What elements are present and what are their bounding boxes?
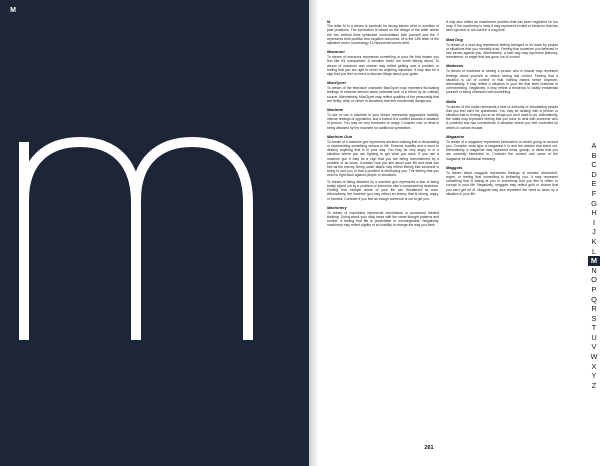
entry-text: It may also reflect an unwelcome problem that has been neglected for too long. If the machinery is rusty it may represent a habit or behavior that has been ignored or not used in a long time. [446, 20, 558, 33]
entry-title: Machete [327, 107, 344, 113]
dictionary-entry [446, 37, 558, 60]
alphabet-letter-f[interactable]: F [591, 188, 597, 198]
alphabet-letter-m[interactable]: M [588, 256, 600, 266]
column-2-entries [446, 20, 558, 196]
alphabet-letter-e[interactable]: E [591, 179, 597, 189]
alphabet-letter-k[interactable]: K [591, 236, 597, 246]
alphabet-index [587, 141, 600, 390]
entry-title: Mafia [446, 98, 457, 104]
right-page [309, 0, 600, 466]
alphabet-letter-c[interactable]: C [591, 160, 597, 170]
alphabet-letter-y[interactable]: Y [591, 371, 597, 381]
alphabet-letter-h[interactable]: H [591, 208, 597, 218]
entry-title: Macaroni [327, 49, 345, 55]
alphabet-letter-w[interactable]: W [590, 352, 598, 362]
alphabet-letter-s[interactable]: S [591, 313, 597, 323]
dictionary-entry [327, 49, 439, 76]
entry-title: Maggots [446, 164, 463, 170]
text-column-1 [327, 20, 439, 232]
alphabet-letter-g[interactable]: G [591, 198, 597, 208]
gutter-shadow [309, 0, 319, 466]
alphabet-letter-b[interactable]: B [591, 150, 597, 160]
alphabet-letter-z[interactable]: Z [591, 380, 597, 390]
entry-title: MacGyver [327, 80, 347, 86]
alphabet-letter-r[interactable]: R [591, 304, 597, 314]
dictionary-entry [327, 107, 439, 130]
intro-heading: M [327, 19, 331, 24]
entry-text: To dream of macaroni represents something in your life that makes you feel like it's unimportant. A situation that's not worth talking about. To dream of macaroni and cheese may reflect getting over a problem or feeling that you are right to never do anything important. It may also be a sign that you feel no need to discuss things about your goals. [327, 55, 439, 77]
entry-text: To dream of the television character MacGyver may represent fluctuating feelings of extreme tension about potential loss of a friend by an unlikely source. Alternatively, MacGyver may reflect qualities of the personality that are thrifty, witty, or clever in situations that feel emotionally dangerous. [327, 86, 439, 103]
entry-text: To dream of being attacked by a machine gun represents a fear of being totally wiped out by a problem or someone else's overpowering decisions. Feeling that multiple areas of your life are threatened at once. Alternatively, the machine gun may reflect an enemy that is strong, angry, or harmful. Consider if you feel as though someone is out to get you. [327, 179, 439, 201]
entry-text: To dream of machinery represents mechanical or processed minded thinking. Going about your daily tasks with the same thought patterns and routine. A feeling that life is predictable or unchangeable. Negatively, machinery may reflect rigidity or an inability to change the way you think. [327, 210, 439, 228]
dictionary-entry [446, 20, 558, 33]
alphabet-letter-p[interactable]: P [591, 284, 597, 294]
alphabet-letter-u[interactable]: U [591, 332, 597, 342]
entry-text: To dream about maggots represents feelings of unease, discomfort, regret, or feeling that something is bothering you. It may represent something that is eating at you or something that you feel is rotten or corrupt in your life. Negatively, maggots may reflect guilt or shame that you can't get rid of. Maggots may also represent the need to clean up a situation in your life. [446, 170, 558, 196]
entry-title: Machinery [327, 204, 347, 210]
entry-text: To dream of a magazine represents information or what's going on around you. Consider what type of magazine it is and the articles that stand out. Alternatively, a magazine may represent news, gossip, or ideas that you are currently interested in. Consider the context and name of the magazine for additional meaning. [446, 139, 558, 161]
alphabet-letter-l[interactable]: L [591, 246, 597, 256]
entry-text: To dream of madness or seeing a person who is insane may represent feelings about yourself or others having lost control. Feeling that a situation is out of control or that nothing makes sense anymore. Alternatively, it may reflect a situation in your life that feels irrational or overwhelming. Negatively, it may reflect a tendency to totally embarrass yourself or being obsessed with something. [446, 69, 558, 95]
alphabet-letter-i[interactable]: I [592, 217, 596, 227]
alphabet-letter-t[interactable]: T [591, 323, 597, 333]
alphabet-letter-o[interactable]: O [591, 275, 597, 285]
dictionary-entry [327, 205, 439, 228]
entry-text: To see or use a machete in your dream represents aggressive hostility, intense feelings of opposition, and a hatred of a conflict towards a situation or person. You may be very frustrated or angry. Consider who or what is being attacked by the machete for additional symbolism. [327, 113, 439, 130]
alphabet-letter-x[interactable]: X [591, 361, 597, 371]
entry-title: Machine Gun [327, 133, 353, 139]
letter-intro [327, 20, 439, 45]
alphabet-letter-n[interactable]: N [591, 265, 597, 275]
entry-text: To dream of the mafia represents a fear of authority or intimidating people that you feel can't be questioned. You may be dealing with a person or situation that is forcing you to do things you don't want to do. Alternatively, the mafia may represent feeling that you have to deal with someone who is powerful and has connections. A situation where you feel controlled by others or cannot escape. [446, 104, 558, 130]
column-1-entries [327, 49, 439, 227]
entry-text: To dream of a machine gun represents decision making that is devastating or representing something serious in life. Extreme hostility and a need to destroy anything that is in your way. You may be very angry or in a situation where you are fighting to get what you want. If you use a machine gun it may be a sign that you are being overwhelmed by a problem or an issue. Consider how you feel about your life and what you see as the enemy. Being under attack may reflect feeling that someone is trying to hurt you or that a problem is destroying you. The feeling that you need to fight back against people or situations. [327, 139, 439, 178]
alphabet-letter-v[interactable]: V [591, 342, 597, 352]
big-letter-m [18, 130, 254, 340]
intro-text: The letter M in a dream is symbolic for facing karmic debt or overflow of past problems. The symbolism is based on the design of the letter where the two vertical lines symbolise confrontation with yourself and the V represents both positive and negative outcomes. M is the 13th letter of the alphabet and in numerology 13 represents karmic debt. [327, 24, 439, 46]
entry-title: Magazine [446, 133, 465, 139]
page-number: 261 [424, 445, 434, 451]
alphabet-letter-j[interactable]: J [592, 227, 596, 237]
dictionary-entry [446, 134, 558, 161]
entry-title: Mad Dog [446, 36, 463, 42]
entry-text: To dream of a mad dog represents feeling betrayed or let down by people or situations that you normally trust. Feeling that someone you believed in has turned against you. Alternatively, a mad dog may represent jealousy, resentment, or anger that has gone out of control. [446, 42, 558, 60]
dictionary-entry [446, 99, 558, 130]
text-column-2 [446, 20, 558, 200]
entry-title: Madness [446, 63, 464, 69]
alphabet-letter-q[interactable]: Q [591, 294, 597, 304]
dictionary-entry [446, 165, 558, 196]
dictionary-entry [446, 63, 558, 94]
alphabet-letter-d[interactable]: D [591, 169, 597, 179]
alphabet-letter-a[interactable]: A [591, 141, 597, 150]
dictionary-entry [327, 134, 439, 201]
running-head: M [10, 7, 16, 14]
dictionary-entry [327, 80, 439, 103]
